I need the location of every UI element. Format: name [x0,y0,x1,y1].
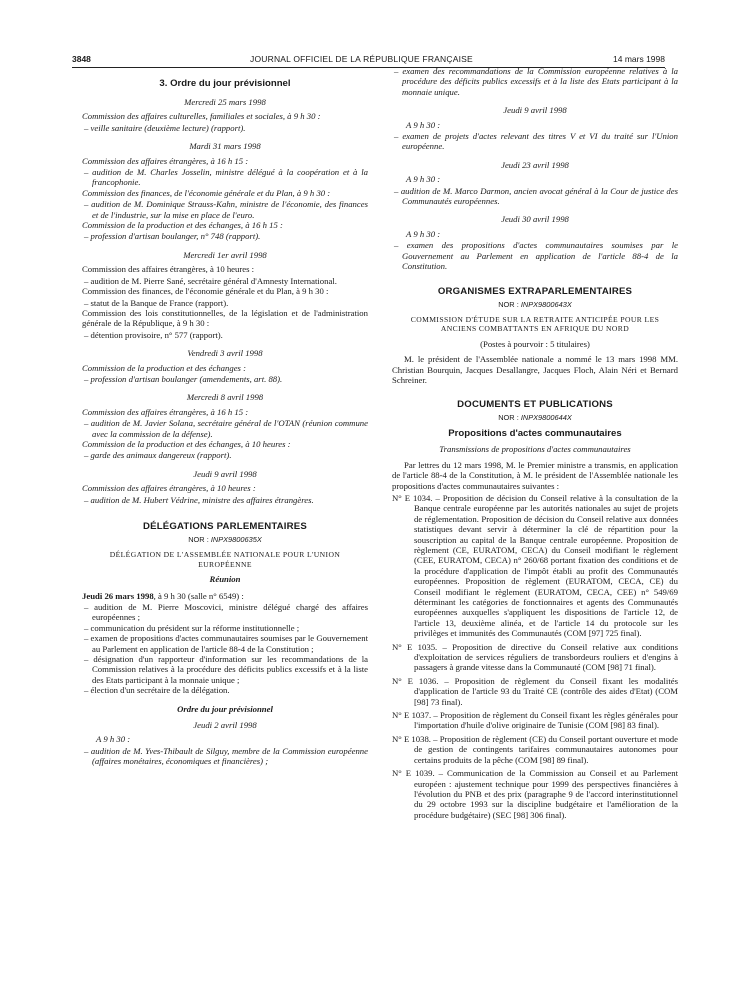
agenda-item: – profession d'artisan boulanger (amendements, art. 88). [84,373,283,384]
nor-reference: NOR : INPX9800643X [498,299,572,309]
agenda-item: – audition de M. Pierre Sané, secrétaire général d'Amnesty International. [84,275,337,286]
proposal-entry: N° E 1036. – Proposition de règlement du Conseil fixant les modalités d'application de l'article 93 du Traité CE (contrôle des aides d'Etat) (COM [98] 73 final). [392,675,678,707]
proposal-entry: N° E 1038. – Proposition de règlement (CE) du Conseil portant ouverture et mode de gestion de contingents tarifaires communautaires autonomes pour certains produits de la pêche (COM [98] 89 final). [392,733,678,765]
agenda-item: – examen de projets d'actes relevant des titres V et VI du traité sur l'Union européenne. [394,131,678,152]
delegations-heading: DÉLÉGATIONS PARLEMENTAIRES [142,521,308,532]
left-column [82,70,368,767]
agenda-item: – audition de M. Pierre Moscovici, ministre délégué chargé des affaires européennes ; [84,602,368,623]
delegation-caption: DÉLÉGATION DE L'ASSEMBLÉE NATIONALE POUR L'UNION EUROPÉENNE [109,550,341,569]
agenda-item: – audition de M. Yves-Thibault de Silguy, membre de la Commission européenne (affaires monétaires, économiques et financières) ; [84,745,368,767]
provisional-agenda-heading: Ordre du jour prévisionnel [177,703,273,714]
date-heading: Jeudi 2 avril 1998 [193,720,257,731]
agenda-item: – audition de M. Javier Solana, secrétaire général de l'OTAN (réunion commune avec la commission de la défense). [84,418,368,439]
committee-line: Commission de la production et des échanges, à 10 heures : [82,438,291,449]
journal-title: JOURNAL OFFICIEL DE LA RÉPUBLIQUE FRANÇAISE [250,54,473,64]
time-line: A 9 h 30 : [406,174,441,185]
section-title: 3. Ordre du jour prévisionnel [159,78,291,89]
time-line: A 9 h 30 : [96,734,131,745]
reunion-date-line: Jeudi 26 mars 1998, à 9 h 30 (salle n° 6549) : [82,590,244,601]
committee-line: Commission des lois constitutionnelles, de la législation et de l'administration générale de la République, à 9 h 30 : [82,307,368,329]
agenda-item: – profession d'artisan boulanger, n° 748 (rapport). [84,231,261,242]
agenda-item: – élection d'un secrétaire de la délégation. [84,685,230,696]
date-heading: Jeudi 30 avril 1998 [501,214,569,225]
time-line: A 9 h 30 : [406,119,441,130]
committee-line: Commission des finances, de l'économie générale et du Plan, à 9 h 30 : [82,187,331,198]
agenda-item: – examen des recommandations de la Commission européenne relatives à la procédure des déficits publics excessifs et à la liste des Etats participant à la monnaie unique. [394,66,678,97]
intro-text: Par lettres du 12 mars 1998, M. le Premier ministre a transmis, en application de l'article 88-4 de la Constitution, à M. le président de l'Assemblée nationale les propositions d'actes communautaires suivantes : [392,459,678,491]
committee-line: Commission de la production et des échanges : [82,362,246,373]
date-heading: Mercredi 8 avril 1998 [186,392,264,403]
page-header [0,0,731,64]
date-heading: Jeudi 9 avril 1998 [503,105,567,116]
proposal-entry: N° E 1037. – Proposition de règlement du Conseil fixant les règles générales pour l'importation d'huile d'olive originaire de Tunisie (COM [98] 83 final). [392,710,678,731]
time-line: A 9 h 30 : [406,228,441,239]
date-heading: Mardi 31 mars 1998 [189,141,261,152]
committee-line: Commission des finances, de l'économie générale et du Plan, à 9 h 30 : [82,286,329,297]
nor-reference: NOR : INPX9800644X [498,413,572,423]
committee-line: Commission des affaires étrangères, à 10 heures : [82,483,256,494]
organisms-heading: ORGANISMES EXTRAPARLEMENTAIRES [437,285,633,297]
nor-reference: NOR : INPX9800635X [188,535,262,544]
date-heading: Mercredi 25 mars 1998 [184,97,266,107]
agenda-item: – audition de M. Charles Josselin, ministre délégué à la coopération et à la francophonie. [84,167,368,188]
transmissions-heading: Transmissions de propositions d'actes communautaires [439,444,631,455]
agenda-item: – statut de la Banque de France (rapport). [84,297,229,308]
committee-line: Commission des affaires étrangères, à 16 h 15 : [82,406,249,417]
documents-heading: DOCUMENTS ET PUBLICATIONS [457,399,613,411]
committee-line: Commission des affaires étrangères, à 10 heures : [82,264,255,275]
appointment-text: M. le président de l'Assemblée nationale a nommé le 13 mars 1998 MM. Christian Bourquin, Jacques Desallangre, Jacques Floch, Alain Néri et Bernard Schreiner. [392,354,678,385]
agenda-item: – audition de M. Marco Darmon, ancien avocat général à la Cour de justice des Communautés européennes. [394,185,678,207]
proposal-entry: N° E 1039. – Communication de la Commission au Conseil et au Parlement européen : ajustement technique pour 1999 des perspectives financières à l'évolution du PNB et des prix (paragraphe 9 de l'accord interinstitutionnel du 29 octobre 1993 sur la discipline budgétaire et l'amélioration de la procédure budgétaire) (SEC [98] 306 final). [392,768,678,820]
reunion-heading: Réunion [209,574,241,585]
date-heading: Vendredi 3 avril 1998 [187,348,263,359]
agenda-item: – désignation d'un rapporteur d'information sur les recommandations de la Commission relatives à la procédure des déficits publics excessifs et à la liste des Etats participant à la monnaie unique ; [84,654,368,685]
agenda-item: – examen de propositions d'actes communautaires soumises par le Gouvernement au Parlement en application de l'article 88-4 de la Constitution ; [84,633,368,654]
agenda-item: – veille sanitaire (deuxième lecture) (rapport). [84,122,246,133]
agenda-item: – audition de M. Hubert Védrine, ministre des affaires étrangères. [84,494,314,505]
committee-line: Commission des affaires culturelles, familiales et sociales, à 9 h 30 : [82,111,321,122]
committee-line: Commission des affaires étrangères, à 16 h 15 : [82,155,249,166]
date-heading: Jeudi 9 avril 1998 [193,468,257,479]
agenda-item: – audition de M. Dominique Strauss-Kahn, ministre de l'économie, des finances et de l'industrie, sur la mise en place de l'euro. [84,199,368,220]
issue-date: 14 mars 1998 [613,54,665,64]
agenda-item: – détention provisoire, n° 577 (rapport). [84,329,223,340]
commission-caption: COMMISSION D'ÉTUDE SUR LA RETRAITE ANTICIPÉE POUR LES ANCIENS COMBATTANTS EN AFRIQUE DU NORD [410,314,660,334]
agenda-item: – examen des propositions d'actes communautaires soumises par le Gouvernement au Parlement en application de l'article 88-4 de la Constitution. [394,240,678,272]
page-number: 3848 [72,54,91,64]
proposals-heading: Propositions d'actes communautaires [448,428,622,440]
date-heading: Jeudi 23 avril 1998 [501,159,569,170]
agenda-item: – communication du président sur la réforme institutionnelle ; [84,622,300,633]
proposal-entry: N° E 1035. – Proposition de directive du Conseil relative aux conditions d'exploitation de services réguliers de transbordeurs rouliers et d'engins à passagers à grande vitesse dans la Communauté (COM [98] 71 final). [392,641,678,673]
agenda-item: – garde des animaux dangereux (rapport). [84,450,232,461]
committee-line: Commission de la production et des échanges, à 16 h 15 : [82,220,283,231]
posts-line: (Postes à pourvoir : 5 titulaires) [480,338,590,349]
proposal-entry: N° E 1034. – Proposition de décision du Conseil relative à la consultation de la Banque centrale européenne par les autorités nationales au sujet de projets de réglementation. Proposition de décision du Conseil relative aux données statistiques devant servir à déterminer la clé de répartition pour la souscription au capital de la Banque centrale européenne. Proposition de règlement (CE, EURATOM, CECA) du Conseil modifiant le règlement (CEE, EURATOM, CECA) n° 260/68 portant fixation des conditions et de la procédure d'application de l'impôt établi au profit des Communautés européennes. Proposition de règlement (EURATOM, CECA, CE) du Conseil modifiant le règlement (EURATOM, CECA, CEE) n° 549/69 déterminant les catégories de fonctionnaires et agents des Communautés européennes auxquelles s'appliquent les dispositions de l'article 12, de l'article 13, deuxième alinéa, et de l'article 14 du protocole sur les privilèges et immunités des Communautés (COM [97] 725 final). [392,492,678,639]
date-heading: Mercredi 1er avril 1998 [183,249,267,260]
right-column [392,66,678,823]
